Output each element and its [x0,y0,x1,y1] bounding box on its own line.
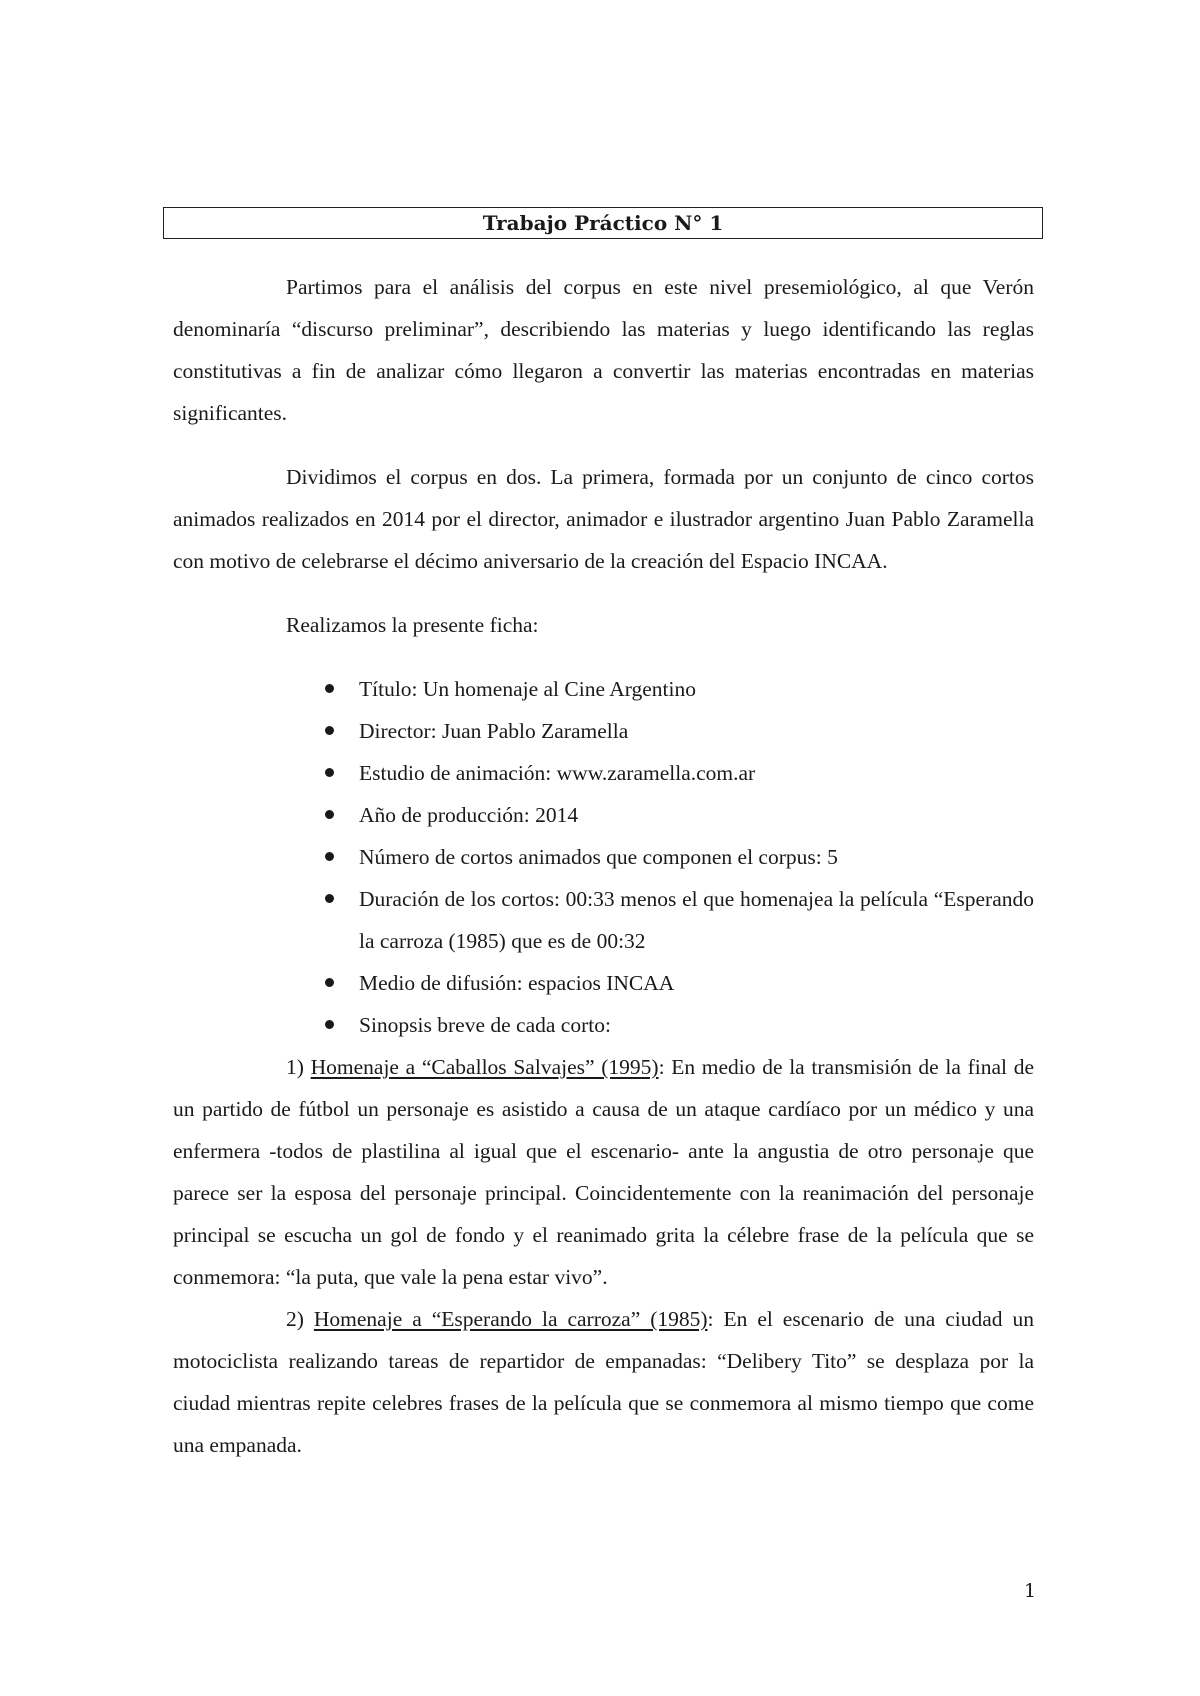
list-item-titulo: Título: Un homenaje al Cine Argentino [173,668,1034,710]
short-1-text: : En medio de la transmisión de la final de un partido de fútbol un personaje es asistido a causa de un ataque cardíaco por un médico y una enfermera -todos de plastilina al igual que el escenario- ante la angustia de otro personaje que parece ser la esposa del personaje principal. Coincidentemente con la reanimación del personaje principal se escucha un gol de fondo y el reanimado grita la célebre frase de la película que se conmemora: “la puta, que vale la pena estar vivo”. [173,1055,1034,1289]
page-number: 1 [1024,1580,1037,1602]
short-1-title: Homenaje a “Caballos Salvajes” (1995) [310,1055,659,1079]
short-2-text: : En el escenario de una ciudad un motociclista realizando tareas de repartidor de empanadas: “Delibery Tito” se desplaza por la ciudad mientras repite celebres frases de la película que se conmemora al mismo tiempo que come una empanada. [173,1307,1034,1457]
list-item-anio: Año de producción: 2014 [173,794,1034,836]
short-2-number: 2) [286,1307,304,1331]
short-1-paragraph [173,1046,1034,1298]
list-item-estudio: Estudio de animación: www.zaramella.com.ar [173,752,1034,794]
paragraph-corpus: Dividimos el corpus en dos. La primera, formada por un conjunto de cinco cortos animados realizados en 2014 por el director, animador e ilustrador argentino Juan Pablo Zaramella con motivo de celebrarse el décimo aniversario de la creación del Espacio INCAA. [173,465,1034,573]
short-2-paragraph [173,1298,1034,1466]
list-item-director: Director: Juan Pablo Zaramella [173,710,1034,752]
page-title [163,207,1043,239]
short-2-title: Homenaje a “Esperando la carroza” (1985) [313,1307,708,1331]
list-item-sinopsis: Sinopsis breve de cada corto: [173,1004,1034,1046]
ficha-list [173,668,1034,1046]
paragraph-intro: Partimos para el análisis del corpus en este nivel presemiológico, al que Verón denominaría “discurso preliminar”, describiendo las materias y luego identificando las reglas constitutivas a fin de analizar cómo llegaron a convertir las materias encontradas en materias significantes. [173,275,1034,425]
paragraph-ficha-intro: Realizamos la presente ficha: [286,613,539,637]
title-text: Trabajo Práctico N° 1 [482,211,724,235]
list-item-numero: Número de cortos animados que componen el corpus: 5 [173,836,1034,878]
list-item-duracion: Duración de los cortos: 00:33 menos el que homenajea la película “Esperando la carroza (1985) que es de 00:32 [173,878,1034,962]
short-1-number: 1) [286,1055,304,1079]
list-item-medio: Medio de difusión: espacios INCAA [173,962,1034,1004]
document-body [173,266,1034,1466]
